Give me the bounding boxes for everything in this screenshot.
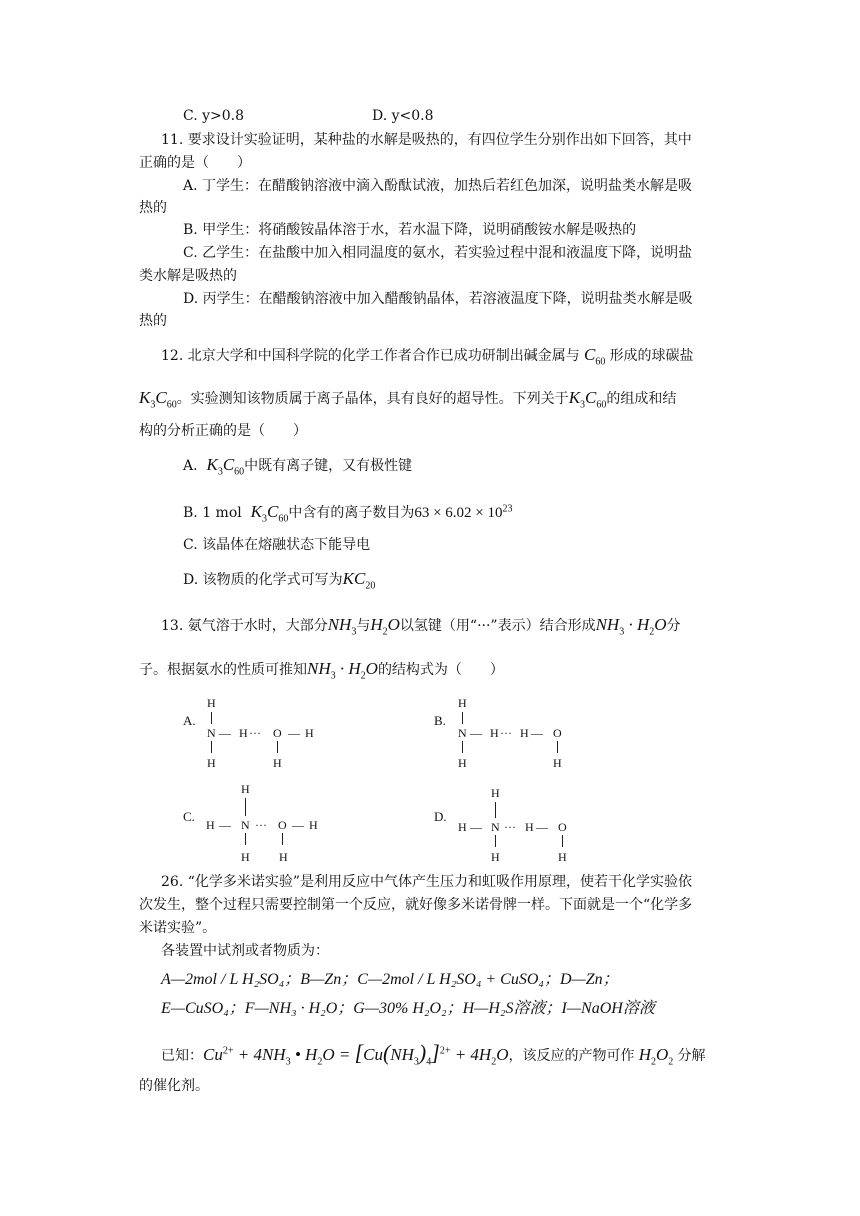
q11-option-c-line1: C. 乙学生：在盐酸中加入相同温度的氨水，若实验过程中混和液温度下降，说明盐 xyxy=(183,245,693,261)
q12-stem-line3: 构的分析正确的是（ ） xyxy=(139,423,307,439)
q13-structure-d: D. H H — N ··· H — O H H xyxy=(434,786,567,864)
q12-option-a: A. $K_3C_{60}$中既有离子键，又有极性键 xyxy=(183,455,413,478)
q26-last-line: 的催化剂。 xyxy=(139,1078,209,1094)
q12-option-d: D. 该物质的化学式可写为$KC_{20}$ xyxy=(183,569,376,592)
q10-option-c: C. y>0.8 xyxy=(183,108,245,124)
q26-paragraph-line3: 米诺实验”。 xyxy=(139,920,217,936)
q13-stem-line2: 子。根据氨水的性质可推知$NH_3 \cdot H_2O$的结构式为（ ） xyxy=(139,659,504,682)
q26-paragraph-line1: 26. “化学多米诺实验”是利用反应中气体产生压力和虹吸作用原理，使若干化学实验依 xyxy=(161,874,693,890)
q26-reagents-line2: E—CuSO₄；F—NH₃ · H₂O；G—30% H₂O₂；H—H₂S溶液；I—NaOH溶液 xyxy=(161,1000,655,1017)
q12-stem-line2: $K_3C_{60}$。实验测知该物质属于离子晶体，具有良好的超导性。下列关于$K_3C_{60}$的组成和结 xyxy=(139,388,677,411)
q26-reagents-intro: 各装置中试剂或者物质为： xyxy=(161,943,329,959)
q11-option-c-line2: 类水解是吸热的 xyxy=(139,268,237,284)
q11-option-a-line1: A. 丁学生：在醋酸钠溶液中滴入酚酞试液，加热后若红色加深，说明盐类水解是吸 xyxy=(183,178,693,194)
q13-structure-a: A. H N — H ··· O — H H H xyxy=(183,696,314,770)
q12-option-b: B. 1 mol $K_3C_{60}$中含有的离子数目为$63 \times 6.02 \times 10^{23}$ xyxy=(183,502,513,525)
q11-stem-line1: 11. 要求设计实验证明，某种盐的水解是吸热的，有四位学生分别作出如下回答，其中 xyxy=(161,132,692,148)
q13-structure-c: C. H H — N ··· O — H H H xyxy=(183,782,318,864)
q10-option-d: D. y<0.8 xyxy=(372,108,434,124)
q26-reagents-line1: A—2mol / L H₂SO₄；B—Zn；C—2mol / L H₂SO₄ + CuSO₄；D—Zn； xyxy=(161,971,619,988)
q11-option-b: B. 甲学生：将硝酸铵晶体溶于水，若水温下降，说明硝酸铵水解是吸热的 xyxy=(183,222,637,238)
q11-option-d-line1: D. 丙学生：在醋酸钠溶液中加入醋酸钠晶体，若溶液温度下降，说明盐类水解是吸 xyxy=(183,291,693,307)
q12-stem-line1: 12. 北京大学和中国科学院的化学工作者合作已成功研制出碱金属与 $C_{60}$ 形成的球碳盐 xyxy=(161,345,694,368)
q13-structure-b: B. H N — H ··· H — O H H xyxy=(434,696,562,770)
q11-option-a-line2: 热的 xyxy=(139,200,167,216)
q11-option-d-line2: 热的 xyxy=(139,313,167,329)
q13-stem-line1: 13. 氨气溶于水时，大部分$NH_3$与$H_2O$以氢键（用“···”表示）结合形成$NH_3 \cdot H_2O$分 xyxy=(161,615,681,638)
q26-paragraph-line2: 次发生，整个过程只需要控制第一个反应，就好像多米诺骨牌一样。下面就是一个“化学多 xyxy=(139,897,693,913)
q26-known-equation: 已知：$Cu^{2+} + 4NH_3$ • $H_2O = [Cu(NH_3)_4]^{2+} + 4H_2O$，该反应的产物可作 $H_2O_2$ 分解 xyxy=(161,1040,706,1068)
q11-stem-line2: 正确的是（ ） xyxy=(139,155,251,171)
q12-option-c: C. 该晶体在熔融状态下能导电 xyxy=(183,537,371,553)
